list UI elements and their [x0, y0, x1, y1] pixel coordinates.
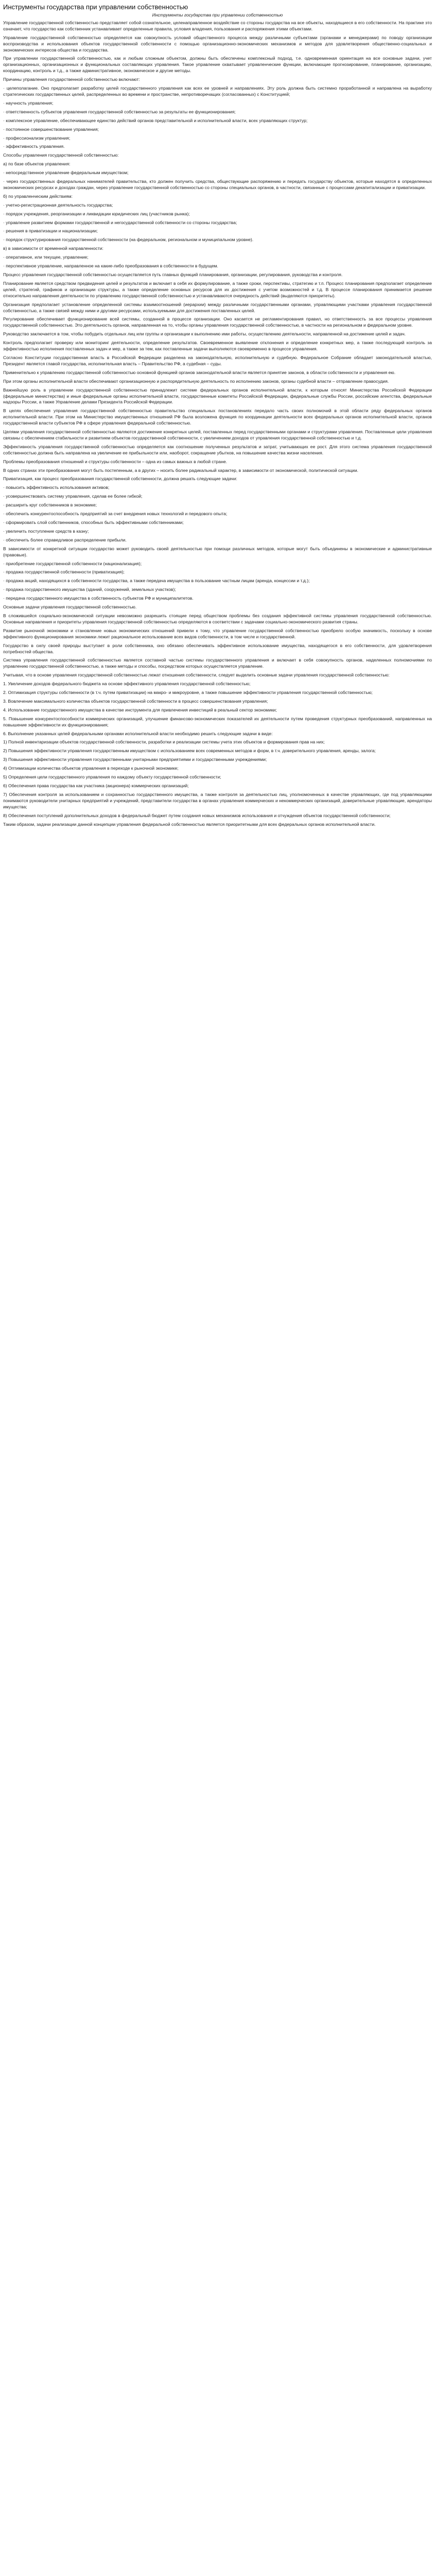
paragraph: Применительно к управлению государственной собственностью основной функцией органов законодательной власти является принятие законов, в области собственности и управления ею. [3, 369, 396, 375]
paragraph: В сложившейся социально-экономической ситуации невозможно разрешить стоящие перед обществом проблемы без создания эффективной системы управления государственной собственностью. Основные направления и приоритеты управления государственной собственностью определяются в соответствии с задачами социально-экономического развития страны. [3, 613, 432, 624]
paragraph: · профессионализм управления; [3, 135, 71, 141]
paragraph: Важнейшую роль в управлении государственной собственностью принадлежит системе федеральных органов исполнительной власти, к которым относят Министерства Российской Федерации (федеральные министерства) и иные федеральные органы исполнительной власти, государственные комитеты Российской Федерации, федеральные службы России, российские агентства, федеральные надзоры России, а также Управление делами Президента Российской Федерации. [3, 387, 432, 405]
paragraph: Планирование является средством предвидения целей и результатов и включает в себя их формулирование, а также сроки, перспективы, стратегию и т.п. Процесс планирования предполагает определение целей, стратегий, графиков и организации структуры, а также определение основных ресурсов для их достижения с учетом возможностей и т.д. В процессе планирования принимается решение относительно направления деятельности по управлению государственной собственностью и устанавливаются очередность действий (выделяются приоритеты). [3, 280, 432, 298]
paragraph: При управлении государственной собственностью, как и любым сложным объектом, должны быть обеспечены комплексный подход, т.е. одновременная ориентация на все основные задачи, учет организационных, организационных и функциональных составляющих управления. Такое управление охватывает управленческие функции, включающие прогнозирование, планирование, организацию, координацию, контроль и т.д., а также административное, экономическое и другие методы. [3, 56, 432, 74]
paragraph: · повысить эффективность использования активов; [3, 485, 110, 490]
paragraph: · учетно-регистрационная деятельность государства; [3, 202, 113, 208]
paragraph: · комплексное управление, обеспечивающее единство действий органов представительной и исполнительной власти, всех управляющих структур; [3, 117, 308, 123]
paragraph: 7) Обеспечения контроля за использованием и сохранностью государственного имущества, а также контроля за деятельностью лиц, уполномоченных в качестве управляющих, где под управляющими понимаются руководители унитарных предприятий и учреждений, представители государства в органах управления коммерческих и некоммерческих организаций, доверительные управляющие, арендаторы имущества; [3, 791, 432, 809]
paragraph: Система управления государственной собственностью является составной частью системы государственного управления и включает в себя совокупность органов, наделенных полномочиями по управлению государственной собственностью, а также методы и способы, посредством которых осуществляется управление. [3, 657, 432, 669]
paragraph: 5) Определения цели государственного управления по каждому объекту государственной собственности; [3, 774, 221, 780]
paragraph: В целях обеспечения управления государственной собственностью правительство специальных постановлениях передало часть своих полномочий в этой области ряду федеральных органов исполнительной власти. При этом на Министерство имущественных отношений РФ была возложена функция по координации деятельности всех федеральных органов исполнительной власти, органов государственной власти субъектов РФ в сфере управления федеральной собственностью. [3, 408, 432, 426]
paragraph: 3) Повышения эффективности управления государственными унитарными предприятиями и государственными учреждениями; [3, 757, 267, 762]
paragraph: · непосредственное управление федеральным имуществом; [3, 170, 129, 176]
paragraph: Проблемы преобразования отношений и структуры собственности – одна из самых важных в любой стране. [3, 459, 228, 464]
paragraph: 6. Выполнение указанных целей федеральными органами исполнительной власти необходимо решить следующие задачи в виде: [3, 731, 273, 736]
paragraph: Таким образом, задачи реализации данной концепции управления федеральной собственностью является приоритетными для всех федеральных органов исполнительной власти. [3, 821, 376, 827]
paragraph: · оперативное, или текущее, управление; [3, 255, 89, 260]
paragraph: 1. Увеличение доходов федерального бюджета на основе эффективного управления государственной собственностью; [3, 681, 251, 687]
paragraph: Эффективность управления государственной собственностью определяется как соотношение полученных результатов и затрат, учитывающих ее рост. Для этого система управления государственной собственностью должна быть направлена на увеличение ее прибыльности или, наоборот, сокращение убытков, на повышение качества жизни населения. [3, 444, 432, 455]
document [0, 0, 436, 840]
paragraph: Целями управления государственной собственностью являются достижение конкретных целей, поставленных перед государственными органами и структурами управления. Поставленные цели управления связаны с обеспечением стабильности и развитием объектов государственной собственности, с увеличением доходов от управления государственной собственностью и т.д. [3, 429, 432, 440]
paragraph: Учитывая, что в основе управления государственной собственностью лежат отношения собственности, следует выделить основные задачи управления государственной собственностью: [3, 672, 390, 678]
paragraph: · увеличить поступление средств в казну; [3, 528, 89, 534]
paragraph: В зависимости от конкретной ситуации государство может руководить своей деятельностью при помощи различных методов, которые могут быть объединены в экономические и административные (правовые). [3, 546, 432, 557]
paragraph: При этом органы исполнительной власти обеспечивают организационную и распорядительную деятельность по исполнению законов, органы судебной власти – отправление правосудия. [3, 378, 389, 384]
paragraph: · порядок учреждения, реорганизации и ликвидации юридических лиц (участников рынка); [3, 211, 190, 216]
paragraph: Согласно Конституции государственная власть в Российской Федерации разделена на законодательную, исполнительную и судебную. Федеральное Собрание обладает законодательной властью, Президент является главой государства, исполнительная власть – Правительство РФ, а судебная – суды. [3, 354, 432, 366]
paragraph: · продажа акций, находящихся в собственности государства, а также передача имущества в пользование частным лицам (аренда, концессии и т.д.); [3, 578, 310, 584]
paragraph: · управление развитием формами государственной и негосударственной собственности со стороны государства; [3, 219, 237, 225]
paragraph: · порядок структурирования государственной собственности (на федеральном, региональном и муниципальном уровне). [3, 237, 254, 243]
paragraph: Управление государственной собственностью определяется как совокупность условий общественного процесса между различными субъектами (органами и менеджерами) по поводу организации воспроизводства и использования объектов государственной собственности с помощью организационно-экономических механизмов и методов для удовлетворения общественно-социальных и экономических интересов общества и государства. [3, 35, 432, 53]
paragraph: · обеспечить более справедливое распределение прибыли. [3, 537, 127, 543]
document-body [3, 20, 432, 828]
paragraph: a) по базе объектов управления: [3, 161, 71, 167]
paragraph: 5. Повышение конкурентоспособности коммерческих организаций, улучшение финансово-экономических показателей их деятельности путем проведения структурных преобразований, направленных на повышение эффективности их функционирования; [3, 716, 432, 727]
paragraph: 2. Оптимизация структуры собственности (в т.ч. путем приватизации) на макро- и микроуровне, а также повышение эффективности управления государственной собственностью; [3, 690, 373, 696]
paragraph: 2) Повышения эффективности управления государственным имуществом с использованием всех современных методов и форм, в т.ч. доверительного управления, аренды, залога; [3, 748, 376, 754]
paragraph: Основные задачи управления государственной собственностью. [3, 604, 137, 610]
paragraph: Организация предполагает установление определенной системы взаимоотношений (иерархии) между различными государственными органами, управляющими участками управления государственной собственностью, а также связей между ними и другими ресурсами, используемыми для достижения поставленных целей. [3, 301, 432, 313]
paragraph: Процесс управления государственной собственностью осуществляется путь главных функций планирования, организации, регулирования, руководства и контроля. [3, 272, 343, 277]
page-subtitle: Инструменты государства при управлении собственностью [152, 12, 283, 18]
paragraph: · через государственных федеральных нанимателей правительства, кто должен получить средства, обществующие распоряжению и передать государству объектов, которые находятся в определенных экономических ресурсах и доходах граждан, через управление государственной собственностью со стороны специальных органов, в частности, связанные с процессами декапитализации и приватизации. [3, 179, 432, 190]
paragraph: · целеполагание. Оно предполагает разработку целей государственного управления как всех ее уровней и направлениях. Эту роль должна быть системно проработанной и направлена на выработку стратегических государственных целей, распределенных во времени и пространстве, непротиворечащих (согласованных) с Конституцией; [3, 86, 432, 97]
paragraph: · сформировать слой собственников, способных быть эффективными собственниками; [3, 520, 184, 525]
paragraph: В одних странах эти преобразования могут быть постепенным, а в других – носить более радикальный характер, в зависимости от экономической, политической ситуации. [3, 467, 359, 473]
paragraph: Способы управления государственной собственностью: [3, 152, 119, 158]
paragraph: 6) Обеспечения права государства как участника (акционера) коммерческих организаций; [3, 783, 189, 788]
paragraph: · перспективное управление, направленное на какие-либо преобразования в собственности в будущем. [3, 263, 218, 269]
paragraph: · постоянное совершенствование управления; [3, 126, 99, 132]
paragraph: · решения в приватизации и национализации; [3, 228, 98, 234]
paragraph: Управление государственной собственностью представляет собой сознательное, целенаправленное воздействие со стороны государства на все объекты, находящиеся в его собственности. На практике это означает, что государство как собственник устанавливает определенные правила, условия владения, пользования и распоряжения этими объектами. [3, 20, 432, 31]
paragraph: · расширить круг собственников в экономике; [3, 502, 97, 508]
paragraph: Руководство заключается в том, чтобы побудить отдельных лиц или группы и организации к выполнению ими работы, осуществлению деятельности, направленной на достижение целей и задач. [3, 331, 406, 337]
paragraph: · передача государственного имущества в собственность субъектов РФ и муниципалитетов. [3, 596, 194, 601]
paragraph: · приобретение государственной собственности (национализация); [3, 561, 142, 566]
paragraph: · усовершенствовать систему управления, сделав ее более гибкой; [3, 494, 143, 499]
paragraph: · ответственность субъектов управления государственной собственностью за результаты ее функционирования; [3, 109, 236, 114]
paragraph: · научность управления; [3, 100, 54, 106]
paragraph: 4) Оптимизации количества объектов управления в переходе к рыночной экономике; [3, 766, 179, 771]
paragraph: 3. Вовлечение максимального количества объектов государственной собственности в процесс совершенствования управления; [3, 698, 268, 704]
paragraph: Приватизация, как процесс преобразования государственной собственности, должна решать следующие задачи: [3, 476, 237, 482]
paragraph: Регулирование обеспечивает функционирование всей системы, созданной в процессе организации. Оно касается не регламентирования правил, но ответственность за все процессы управления государственной собственностью. Это деятельность органов, направленная на то, чтобы органы управления государственной собственностью, в частности на региональном и федеральном уровне. [3, 316, 432, 328]
paragraph: 4. Использование государственного имущества в качестве инструмента для привлечения инвестиций в реальный сектор экономики; [3, 707, 277, 713]
paragraph: 8) Обеспечения поступлений дополнительных доходов в федеральный бюджет путем создания новых механизмов использования и отчуждения объектов государственной собственности; [3, 812, 391, 818]
paragraph: б) по управленческим действиям: [3, 193, 73, 199]
paragraph: в) в зависимости от временной направленности: [3, 246, 103, 251]
paragraph: · продажа государственной собственности (приватизация); [3, 569, 125, 575]
paragraph: Развитие рыночной экономики и становление новых экономических отношений привели к тому, что управление государственной собственностью приобрело особую значимость, поскольку в основе эффективного функционирования экономики лежит рациональное использование всех видов собственности, в том числе и государственной. [3, 628, 432, 639]
paragraph: 1) Полной инвентаризации объектов государственной собственности, разработки и реализации системы учета этих объектов и формирования прав на них; [3, 739, 325, 745]
paragraph: Причины управления государственной собственностью включают: [3, 77, 140, 82]
paragraph: Контроль предполагает проверку или мониторинг деятельности, определение результатов. Своевременное выявление отклонения и определение конкретных мер, а также последующий контроль за эффективностью исполнения поставленных задач и мер, а также за тем, как поставленные задачи выполняются своевременно в процессе управления. [3, 340, 432, 352]
paragraph: · эффективность управления. [3, 144, 65, 149]
page-title: Инструменты государства при управлении собственностью [3, 3, 188, 11]
paragraph: · продажа государственного имущества (зданий, сооружений, земельных участков); [3, 587, 176, 592]
paragraph: Государство в силу своей природы выступает в роли собственника, оно обязано обеспечивать эффективное использование имущества, находящегося в его собственности, для удовлетворения потребностей общества. [3, 642, 432, 654]
paragraph: · обеспечить конкурентоспособность предприятий за счет внедрения новых технологий и передового опыта; [3, 511, 228, 517]
